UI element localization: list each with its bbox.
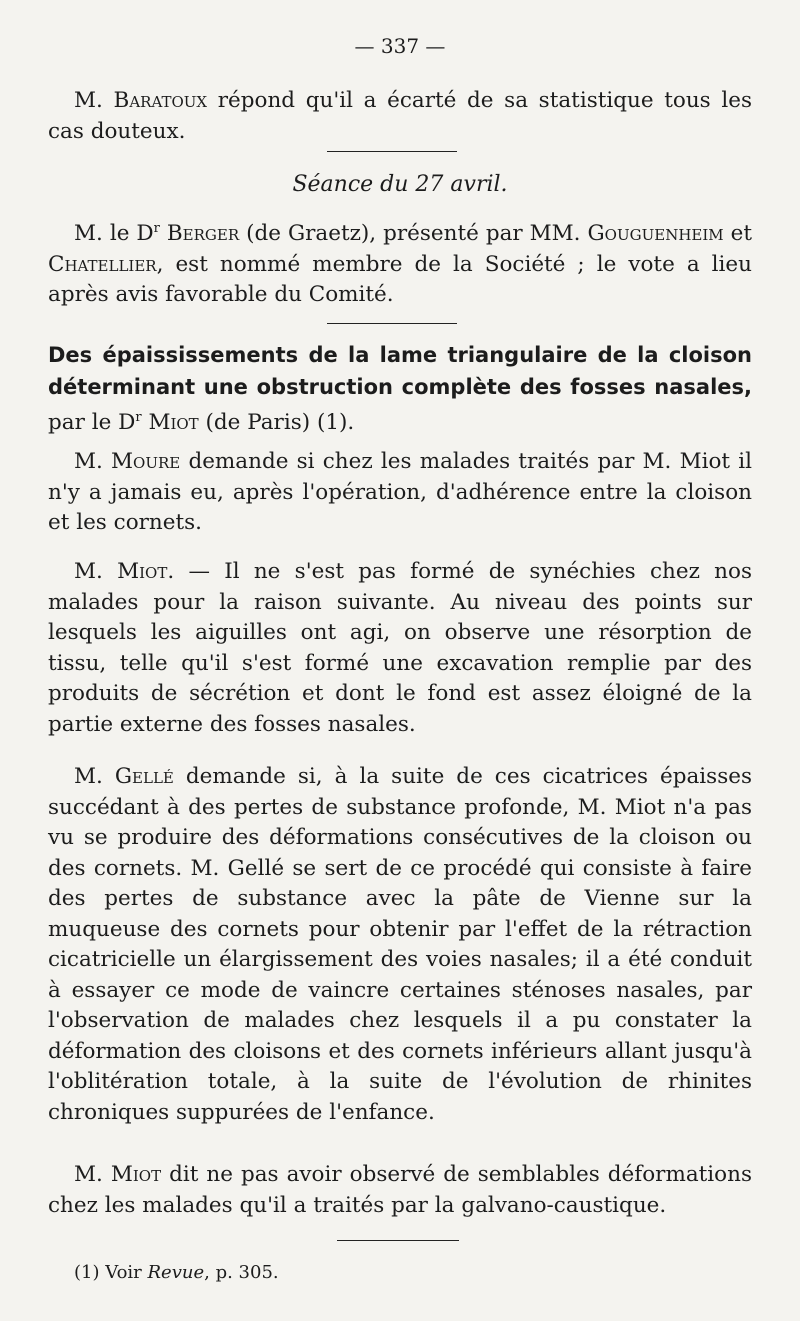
text: (de Graetz), présenté par MM. xyxy=(239,221,588,247)
speaker-name: Miot xyxy=(117,559,168,584)
member-name: Chatellier xyxy=(48,251,157,277)
article-title: Des épaississements de la lame triangulaire de la cloison déterminant une obstruction complète des fosses nasales, xyxy=(48,343,752,399)
text: M. xyxy=(74,1162,111,1187)
paragraph-berger xyxy=(48,214,752,311)
paragraph-miot-reply xyxy=(48,557,752,740)
section-divider xyxy=(327,151,457,152)
superscript: r xyxy=(153,221,160,236)
text: M. xyxy=(74,88,114,113)
speaker-name: Miot xyxy=(110,1162,162,1187)
text: M. xyxy=(74,764,115,789)
paragraph-gelle xyxy=(48,762,752,1128)
text: dit ne pas avoir observé de semblables déformations chez les malades qu'il a traités par la galvano-caustique. xyxy=(48,1162,752,1218)
member-name: Gouguenheim xyxy=(587,221,724,247)
text: demande si chez les malades traités par M. Miot il n'y a jamais eu, après l'opération, d'adhérence entre la cloison et les cornets. xyxy=(48,449,752,535)
text: M. xyxy=(74,449,112,474)
speaker-name: Gellé xyxy=(114,764,174,789)
text: M. xyxy=(74,559,118,584)
paragraph-moure xyxy=(48,447,752,539)
author-name: Miot xyxy=(148,410,199,436)
session-title: Séance du 27 avril. xyxy=(292,172,508,197)
footnote-divider xyxy=(337,1240,459,1241)
text: demande si, à la suite de ces cicatrices épaisses succédant à des pertes de substance profonde, M. Miot n'a pas vu se produire des déformations consécutives de la cloison ou des cornets. M. Gellé se sert de ce procédé qui consiste à faire des pertes de substance avec la pâte de Vienne sur la muqueuse des cornets pour obtenir par l'effet de la rétraction cicatricielle un élargissement des voies nasales; il a été conduit à essayer ce mode de vaincre certaines sténoses nasales, par l'observation de malades chez lesquels il a pu constater la déformation des cloisons et des cornets inférieurs allant jusqu'à l'oblitération totale, à la suite de l'évolution de rhinites chroniques suppurées de l'enfance. xyxy=(48,764,752,1125)
paragraph-baratoux xyxy=(48,86,752,147)
article-heading xyxy=(48,340,752,439)
text: et xyxy=(723,221,752,247)
speaker-name: Moure xyxy=(111,449,181,474)
page-number: — 337 — xyxy=(354,34,446,58)
footnote xyxy=(74,1262,279,1283)
text: (de Paris) (1). xyxy=(198,410,355,436)
text: (1) Voir xyxy=(74,1262,148,1283)
text: , p. 305. xyxy=(204,1262,279,1283)
section-divider xyxy=(327,323,457,324)
superscript: r xyxy=(135,410,142,425)
member-name: Berger xyxy=(166,221,240,247)
text: , est nommé membre de la Société ; le vote a lieu après avis favorable du Comité. xyxy=(48,251,752,308)
text xyxy=(160,221,167,246)
text: répond qu'il a écarté de sa statistique tous les cas douteux. xyxy=(48,88,752,144)
text: . — Il ne s'est pas formé de synéchies chez nos malades pour la raison suivante. Au niveau des points sur lesquels les aiguilles ont agi, on observe une résorption de tissu, telle qu'il s'est formé une excavation remplie par des produits de sécrétion et dont le fond est assez éloigné de la partie externe des fosses nasales. xyxy=(48,559,752,737)
text: par le D xyxy=(48,410,136,436)
text: M. le D xyxy=(74,221,154,247)
speaker-name: Baratoux xyxy=(113,88,208,113)
footnote-reference: Revue xyxy=(147,1262,205,1283)
paragraph-miot-final xyxy=(48,1160,752,1221)
